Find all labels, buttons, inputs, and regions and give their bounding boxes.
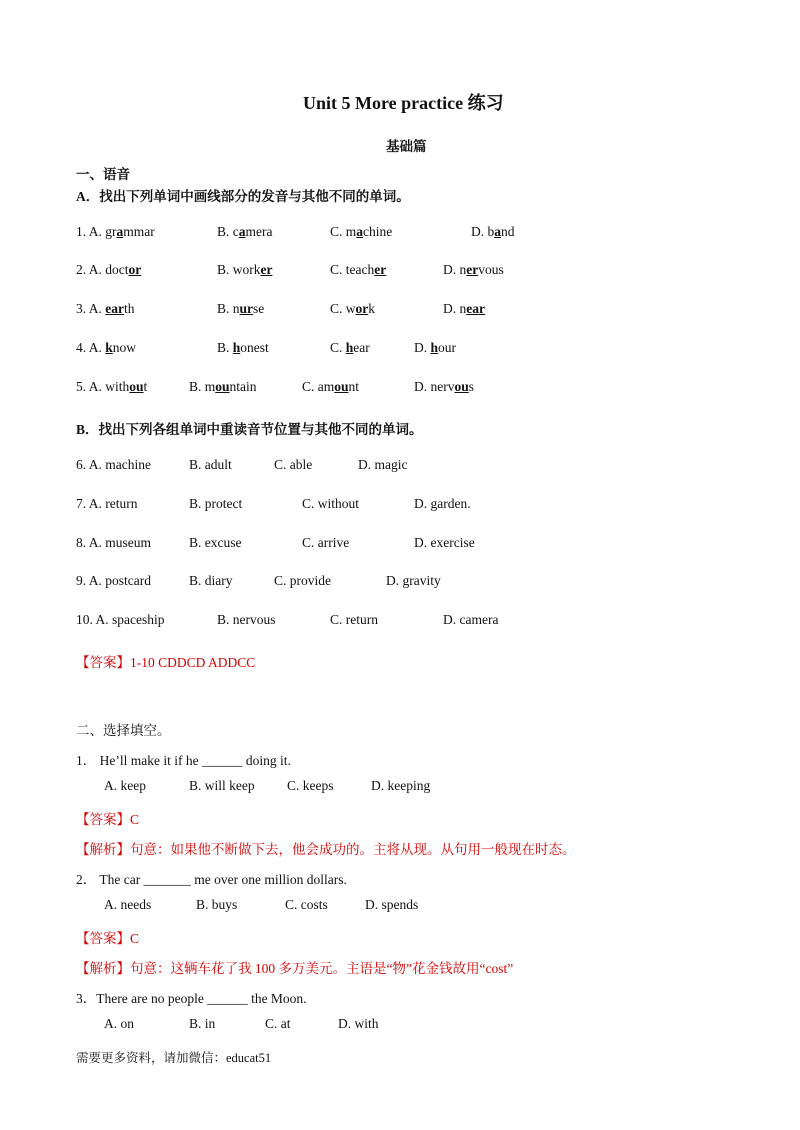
option-a: 7. A. return — [76, 496, 138, 511]
option-c: C. amount — [302, 379, 360, 394]
option-c: C. without — [302, 496, 360, 511]
option-c: C. provide — [274, 573, 331, 588]
option-c: C. at — [265, 1016, 291, 1031]
option-a: 2. A. doctor — [76, 262, 142, 277]
partA-instruction: A．找出下列单词中画线部分的发音与其他不同的单词。 — [76, 189, 410, 204]
mc-question-2-analysis: 【解析】句意：这辆车花了我 100 多万美元。主语是“物”花金钱故用“cost” — [76, 961, 514, 976]
section2-heading: 二、选择填空。 — [76, 723, 171, 738]
option-c: C. able — [274, 457, 313, 472]
option-b: B. in — [189, 1016, 216, 1031]
option-d: D. camera — [443, 612, 499, 627]
option-c: C. machine — [330, 224, 393, 239]
mc-question-1-answer: 【答案】C — [76, 812, 140, 827]
option-b: B. protect — [189, 496, 243, 511]
option-a: 10. A. spaceship — [76, 612, 165, 627]
option-b: B. will keep — [189, 778, 255, 793]
option-a: 3. A. earth — [76, 301, 135, 316]
option-d: D. band — [471, 224, 515, 239]
option-d: D. near — [443, 301, 485, 316]
option-b: B. honest — [217, 340, 269, 355]
option-d: D. gravity — [386, 573, 441, 588]
option-b: B. adult — [189, 457, 232, 472]
option-c: C. costs — [285, 897, 328, 912]
option-d: D. nervous — [443, 262, 504, 277]
option-b: B. camera — [217, 224, 273, 239]
option-b: B. worker — [217, 262, 273, 277]
mc-question-2-answer: 【答案】C — [76, 931, 140, 946]
option-b: B. excuse — [189, 535, 242, 550]
section1-heading: 一、语音 — [76, 167, 130, 182]
mc-question-1-analysis: 【解析】句意：如果他不断做下去，他会成功的。主将从现。从句用一般现在时态。 — [76, 842, 576, 857]
option-a: A. keep — [104, 778, 146, 793]
option-c: C. return — [330, 612, 378, 627]
option-c: C. teacher — [330, 262, 387, 277]
option-d: D. magic — [358, 457, 408, 472]
option-b: B. diary — [189, 573, 233, 588]
option-d: D. hour — [414, 340, 457, 355]
section1-answer: 【答案】1-10 CDDCD ADDCC — [76, 655, 256, 670]
option-a: 5. A. without — [76, 379, 148, 394]
option-d: D. spends — [365, 897, 419, 912]
option-a: 8. A. museum — [76, 535, 152, 550]
option-d: D. keeping — [371, 778, 431, 793]
option-b: B. mountain — [189, 379, 257, 394]
option-b: B. nervous — [217, 612, 276, 627]
option-a: 1. A. grammar — [76, 224, 155, 239]
option-c: C. arrive — [302, 535, 350, 550]
option-d: D. nervous — [414, 379, 475, 394]
option-d: D. with — [338, 1016, 379, 1031]
option-a: A. needs — [104, 897, 152, 912]
option-a: A. on — [104, 1016, 134, 1031]
option-c: C. work — [330, 301, 376, 316]
option-d: D. exercise — [414, 535, 475, 550]
page-subtitle: 基础篇 — [386, 139, 427, 154]
option-c: C. hear — [330, 340, 370, 355]
page-title: Unit 5 More practice 练习 — [303, 93, 504, 113]
mc-question-2-stem: 2． The car _______ me over one million dollars. — [76, 872, 347, 887]
option-a: 4. A. know — [76, 340, 137, 355]
option-a: 6. A. machine — [76, 457, 151, 472]
page-footer: 需要更多资料，请加微信：educat51 — [76, 1051, 272, 1065]
option-d: D. garden. — [414, 496, 471, 511]
option-c: C. keeps — [287, 778, 334, 793]
option-b: B. buys — [196, 897, 238, 912]
option-a: 9. A. postcard — [76, 573, 151, 588]
option-b: B. nurse — [217, 301, 265, 316]
partB-instruction: B．找出下列各组单词中重读音节位置与其他不同的单词。 — [76, 422, 423, 437]
mc-question-3-stem: 3．There are no people ______ the Moon. — [76, 991, 307, 1006]
mc-question-1-stem: 1． He’ll make it if he ______ doing it. — [76, 753, 291, 768]
